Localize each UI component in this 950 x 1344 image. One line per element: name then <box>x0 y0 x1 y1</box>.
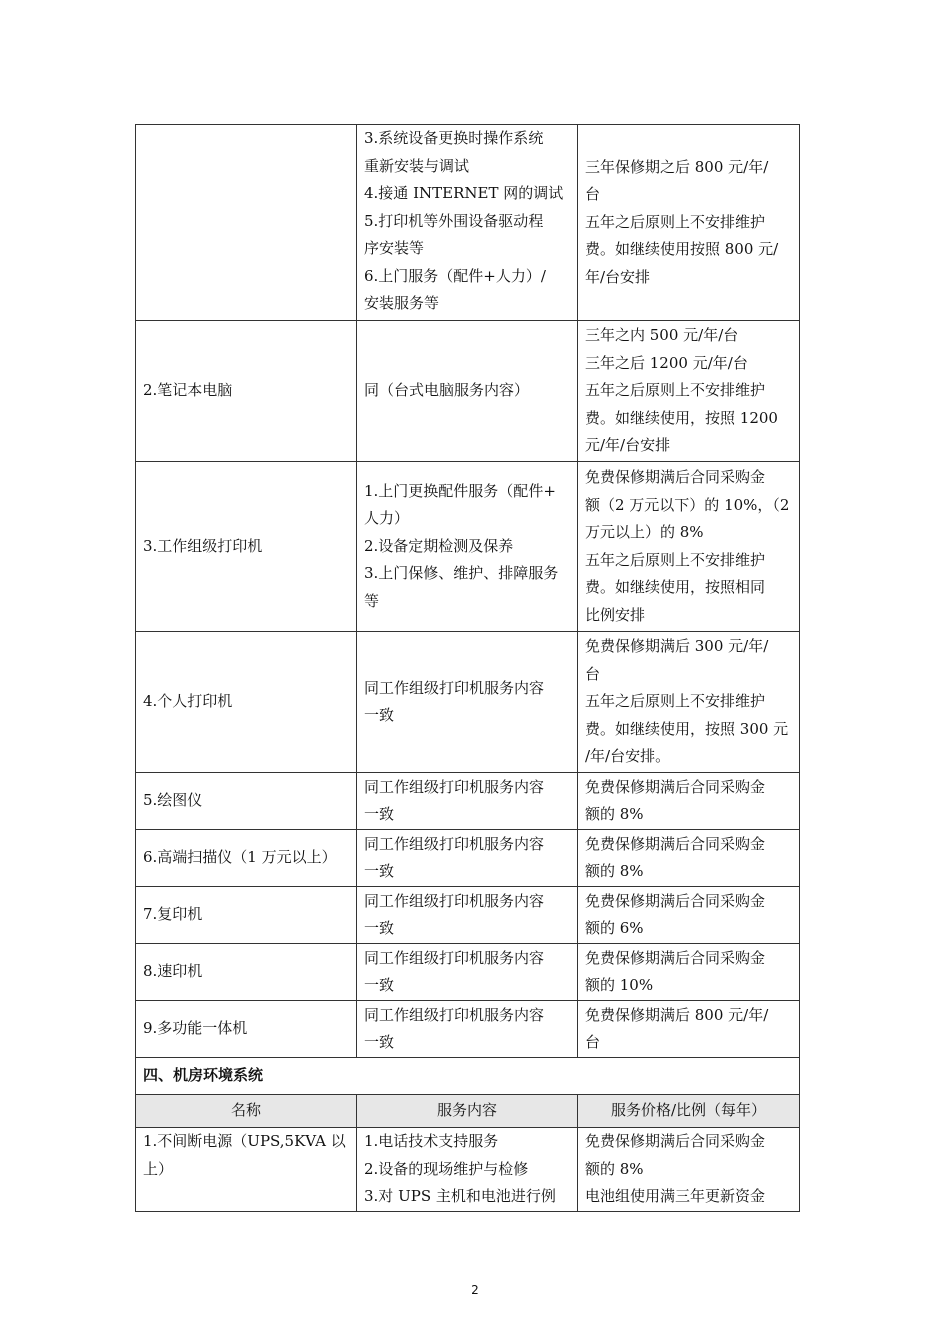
price-cell: 免费保修期满后合同采购金 额的 8% <box>578 773 800 830</box>
price-cell: 免费保修期满后合同采购金 额的 6% <box>578 887 800 944</box>
name-cell: 3.工作组级打印机 <box>136 462 357 632</box>
service-cell: 同工作组级打印机服务内容 一致 <box>357 830 578 887</box>
table-row <box>136 1128 800 1212</box>
name-cell: 4.个人打印机 <box>136 632 357 773</box>
name-cell: 1.不间断电源（UPS,5KVA 以 上） <box>136 1128 357 1212</box>
price-cell: 免费保修期满后合同采购金 额的 10% <box>578 944 800 1001</box>
table-row <box>136 321 800 462</box>
service-cell: 3.系统设备更换时操作系统 重新安装与调试 4.接通 INTERNET 网的调试 5.打印机等外围设备驱动程 序安装等 6.上门服务（配件+人力）/ 安装服务等 <box>357 125 578 321</box>
table-row <box>136 125 800 321</box>
service-cell: 同（台式电脑服务内容） <box>357 321 578 462</box>
service-cell: 同工作组级打印机服务内容 一致 <box>357 944 578 1001</box>
section-title: 四、机房环境系统 <box>136 1058 800 1095</box>
header-name: 名称 <box>136 1095 357 1128</box>
price-cell: 免费保修期满后 300 元/年/ 台 五年之后原则上不安排维护 费。如继续使用，按照 300 元 /年/台安排。 <box>578 632 800 773</box>
name-cell: 7.复印机 <box>136 887 357 944</box>
service-cell: 1.上门更换配件服务（配件+ 人力） 2.设备定期检测及保养 3.上门保修、维护、排障服务 等 <box>357 462 578 632</box>
service-cell: 同工作组级打印机服务内容 一致 <box>357 887 578 944</box>
table-header-row <box>136 1095 800 1128</box>
name-cell: 8.速印机 <box>136 944 357 1001</box>
header-price: 服务价格/比例（每年） <box>578 1095 800 1128</box>
table-row <box>136 944 800 1001</box>
service-cell: 同工作组级打印机服务内容 一致 <box>357 773 578 830</box>
name-cell: 5.绘图仪 <box>136 773 357 830</box>
price-cell: 免费保修期满后合同采购金 额（2 万元以下）的 10%，（2 万元以上）的 8% 五年之后原则上不安排维护 费。如继续使用，按照相同 比例安排 <box>578 462 800 632</box>
price-cell: 三年之内 500 元/年/台 三年之后 1200 元/年/台 五年之后原则上不安排维护 费。如继续使用，按照 1200 元/年/台安排 <box>578 321 800 462</box>
table-row <box>136 1001 800 1058</box>
name-cell: 6.高端扫描仪（1 万元以上） <box>136 830 357 887</box>
header-service: 服务内容 <box>357 1095 578 1128</box>
table-row <box>136 773 800 830</box>
service-cell: 同工作组级打印机服务内容 一致 <box>357 632 578 773</box>
name-cell: 2.笔记本电脑 <box>136 321 357 462</box>
table-row <box>136 887 800 944</box>
table-row <box>136 632 800 773</box>
service-price-table <box>135 124 800 1212</box>
name-cell <box>136 125 357 321</box>
price-cell: 免费保修期满后合同采购金 额的 8% <box>578 830 800 887</box>
page-number: 2 <box>471 1283 479 1297</box>
name-cell: 9.多功能一体机 <box>136 1001 357 1058</box>
table-row <box>136 830 800 887</box>
section-title-row <box>136 1058 800 1095</box>
service-cell: 1.电话技术支持服务 2.设备的现场维护与检修 3.对 UPS 主机和电池进行例 <box>357 1128 578 1212</box>
price-cell: 免费保修期满后合同采购金 额的 8% 电池组使用满三年更新资金 <box>578 1128 800 1212</box>
service-cell: 同工作组级打印机服务内容 一致 <box>357 1001 578 1058</box>
price-cell: 免费保修期满后 800 元/年/ 台 <box>578 1001 800 1058</box>
price-cell: 三年保修期之后 800 元/年/ 台 五年之后原则上不安排维护 费。如继续使用按照 800 元/ 年/台安排 <box>578 125 800 321</box>
table-row <box>136 462 800 632</box>
